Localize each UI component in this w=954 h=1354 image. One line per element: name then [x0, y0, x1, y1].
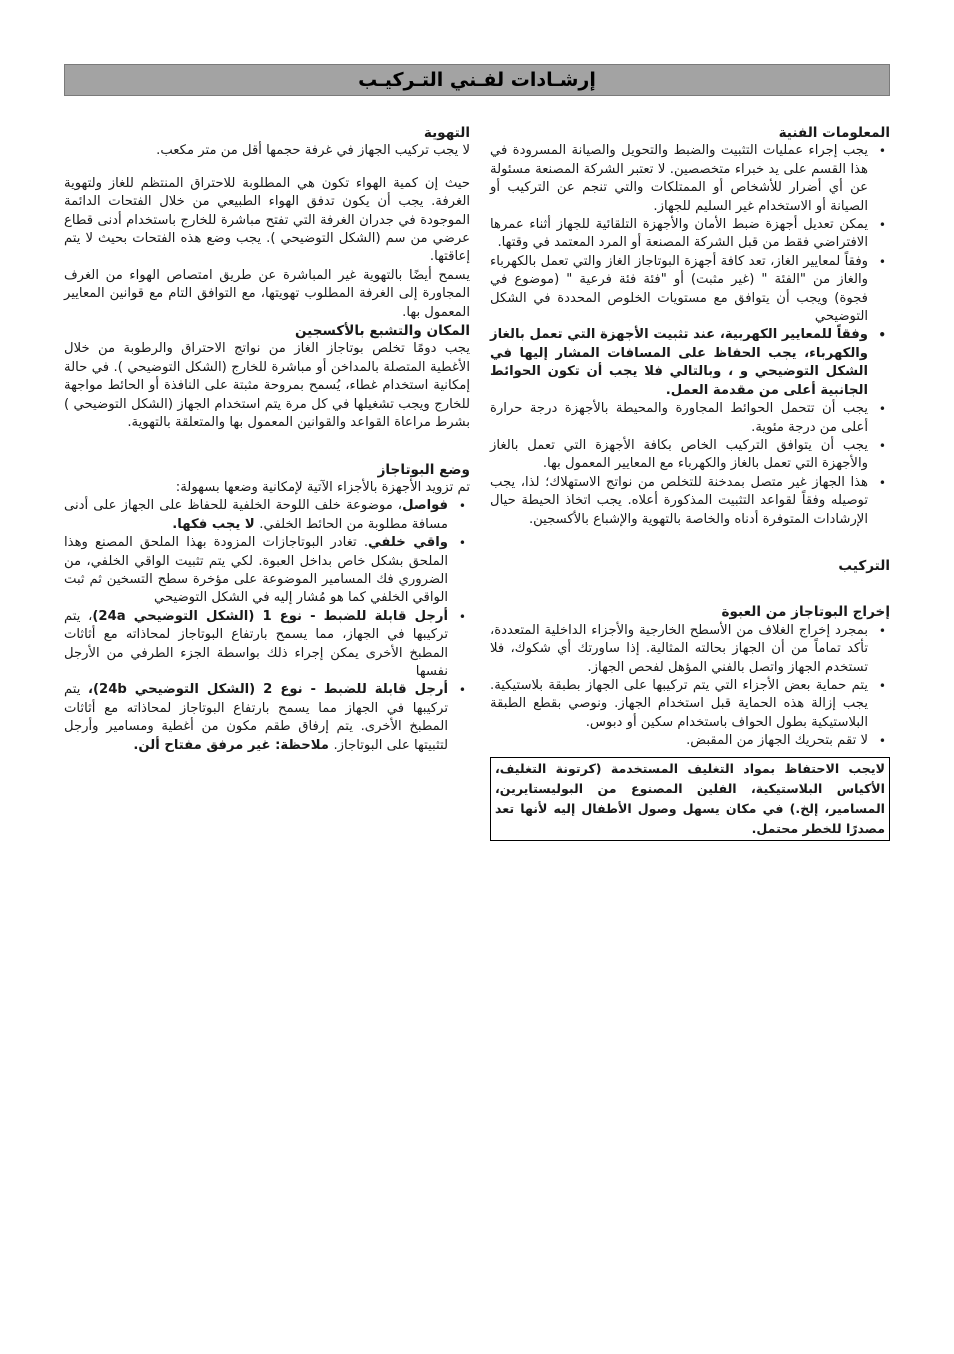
tech-heading: المعلومات الفنية	[778, 125, 890, 141]
placement-heading: وضع البوتاجاز	[377, 461, 470, 478]
vent-heading: التهوية	[423, 125, 470, 141]
item-bold: واقي خلفي	[368, 535, 448, 551]
tech-list	[490, 142, 890, 529]
list-item: • هذا الجهاز غير متصل بمدخنة للتخلص من نواتج الاستهلاك؛ لذا، يجب توصيله وفقاً لقواعد التثبيت المذكورة أعلاه. يجب اتخاذ الحيطة حيال الإرشادات المتوفرة أدناه والخاصة بالتهوية والإشباع بالأكسجين.	[490, 474, 890, 529]
oxygen-paragraph: يجب دومًا تخلص بوتاجاز الغاز من نواتج الاحتراق والرطوبة من خلال الأغطية المتصلة بالمداخن أو مباشرة للخارج (الشكل التوضيحي ). في حالة إمكانية استخدام غطاء، يُسمح بمروحة مثبتة على النافذة أو الحائط مواجهة للخارج ويجب تشغيلها في كل مرة يتم استخدام الجهاز (الشكل التوضيحي ) بشرط مراعاة القواعد والقوانين المعمول بها والمتعلقة بالتهوية.	[64, 341, 470, 431]
list-item	[64, 534, 470, 608]
vent-paragraph-1: لا يجب تركيب الجهاز في غرفة حجمها أقل من متر مكعب.	[156, 143, 470, 159]
placement-list	[64, 497, 470, 755]
unpack-list	[490, 622, 890, 751]
list-item: • وفقاً للمعايير الكهربية، عند تثبيت الأجهزة التي تعمل بالغاز والكهرباء، يجب الحفاظ على المسافات المشار إليها في الشكل التوضيحي و ، وبالتالي فلا يجب أن تكون الحوائط الجانبية أعلى من مقدمة العمل.	[490, 326, 890, 400]
item-bold-note: لا يجب فكها.	[172, 516, 260, 532]
placement-intro: تم تزويد الأجهزة بالأجزاء الآتية لإمكانية وضعها بسهولة:	[175, 479, 470, 495]
vent-paragraph-3: يسمح أيضًا بالتهوية غير المباشرة عن طريق امتصاص الهواء من الغرف المجاورة إلى الغرفة المطلوب تهويتها، مع التوافق التام مع قوانين المعايير المعمول بها.	[64, 267, 470, 320]
title-bar	[64, 64, 890, 96]
list-item: • بمجرد إخراج الغلاف من الأسطح الخارجية والأجزاء الداخلية المتعددة، تأكد تماماً من أن الجهاز بحالته المثالية. إذا ساورتك أي شكوك، فلا تستخدم الجهاز واتصل بالفني المؤهل لفحص الجهاز.	[490, 622, 890, 677]
page-title: إرشـادات لفـني التـركيـب	[358, 69, 596, 91]
item-bold-note: ملاحظة: غير مرفق مفتاح ألن.	[133, 737, 334, 753]
vent-paragraph-2: حيث إن كمية الهواء تكون هي المطلوبة للاحتراق المنتظم للغاز ولتهوية الغرفة. يجب أن يكون تدفق الهواء الطبيعي من خلال الفتحات الدائمة الموجودة في جدران الغرفة التي تفتح مباشرة للخارج باستخدام أدنى قطاع عرضي من سم (الشكل التوضيحي ). يجب وضع هذه الفتحات بحيث لا يتم إعاقتها.	[64, 175, 470, 265]
item-text: ، يتم تركيبها في الجهاز، مما يسمح بارتفاع البوتاجاز لمحاذاته مع أثاثات المطبخ الأخرى يمكن إجراء ذلك بواسطة الجزء الطرفي من الأرجل نفسها	[64, 608, 448, 679]
list-item: • وفقاً لمعايير الغاز، تعد كافة أجهزة البوتاجاز الغاز والتي تعمل بالكهرباء والغاز من "الفئة " (غير مثبت) أو "فئة فئة فرعية " (موضوع في فجوة) ويجب أن يتوافق مع مستويات الخلوص المحددة في الشكل التوضيحي	[490, 253, 890, 327]
list-item	[64, 681, 470, 755]
list-item: • يمكن تعديل أجهزة ضبط الأمان والأجهزة التلقائية للجهاز أثناء عمرها الافتراضي فقط من قبل الشركة المصنعة أو المرد المعتمد في وقتها.	[490, 216, 890, 253]
item-bold: فواصل	[402, 498, 448, 514]
unpack-heading: إخراج البوتاجاز من العبوة	[721, 604, 890, 621]
list-item: • يجب إجراء عمليات التثبيت والضبط والتحويل والصيانة المسرودة في هذا القسم على يد خبراء متخصصين. لا تعتبر الشركة المصنعة مسئولة عن أي أضرار للأشخاص أو الممتلكات والتي تنجم عن التركيب أو الصيانة أو الاستخدام غير السليم للجهاز.	[490, 142, 890, 216]
warning-box: لايجب الاحتفاظ بمواد التغليف المستخدمة (كرتونة التغليف، الأكياس البلاستيكية، الفلين المصنوع من البوليستايرين، المسامير، إلخ.) في مكان يسهل وصول الأطفال إليه لأنها تعد مصدرًا للخطر محتمل.	[490, 757, 890, 841]
left-column	[64, 124, 470, 755]
item-text: ، موضوعة خلف اللوحة الخلفية للحفاظ على الجهاز على أدنى مسافة مطلوبة من الحائط الخلفي.	[64, 498, 448, 532]
item-bold: أرجل قابلة للضبط - نوع 2 (الشكل التوضيحي 24b)،	[88, 682, 448, 698]
oxygen-heading: المكان والتشبع بالأكسجين	[294, 323, 470, 340]
list-item: • يجب أن تتحمل الحوائط المجاورة والمحيطة بالأجهزة درجة حرارة أعلى من درجة مئوية.	[490, 400, 890, 437]
list-item: • يجب أن يتوافق التركيب الخاص بكافة الأجهزة التي تعمل بالغاز والأجهزة التي تعمل بالغاز والكهرباء مع المعايير المعمول بها.	[490, 437, 890, 474]
right-column	[490, 124, 890, 841]
list-item: • لا تقم بتحريك الجهاز من المقبض.	[490, 732, 890, 750]
item-text: يتم تركيبها في الجهاز مما يسمح بارتفاع البوتاجاز لمحاذاته مع أثاثات المطبخ الأخرى. يتم إرفاق طقم مكون من أغطية ومسامير وأرجل لتثبيتها على البوتاجاز.	[64, 682, 448, 753]
list-item	[64, 608, 470, 682]
install-heading: التركيب	[838, 557, 890, 574]
list-item: • يتم حماية بعض الأجزاء التي يتم تركيبها على الجهاز بطبقة بلاستيكية. يجب إزالة هذه الحماية قبل استخدام الجهاز. ونوصي بقطع الطبقة البلاستيكية بطول الحواف باستخدام سكين أو دبوس.	[490, 677, 890, 732]
item-text: . تغادر البوتاجازات المزودة بهذا الملحق المصنع وهذا الملحق بشكل خاص بداخل العبوة. لكي يتم تثبيت الواقي الخلفي، من الضروري فك المسامير الموضوعة على مؤخرة سطح التسخين ثم ثبت الواقي الخلفي كما هو مُشار إليه في الشكل التوضيحي	[64, 535, 448, 606]
list-item	[64, 497, 470, 534]
item-bold: أرجل قابلة للضبط - نوع 1 (الشكل التوضيحي 24a)	[92, 608, 448, 624]
